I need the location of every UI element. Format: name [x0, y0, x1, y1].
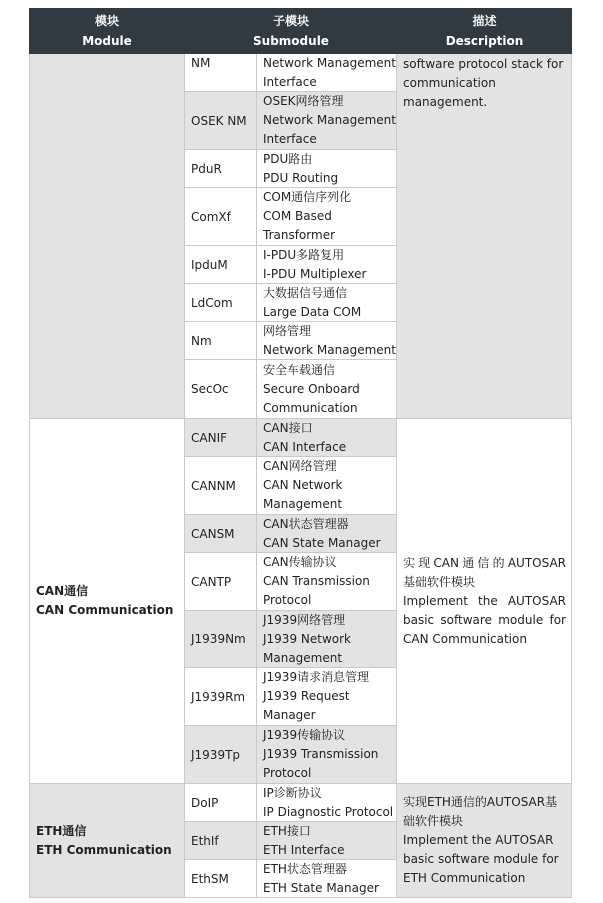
name-line: Manager — [263, 708, 316, 722]
submodule-code: J1939Nm — [185, 611, 257, 668]
name-line: ETH Interface — [263, 842, 345, 857]
name-line: 大数据信号通信 — [263, 285, 348, 300]
name-line: Interface — [263, 74, 317, 89]
desc-line: ETH Communication — [403, 871, 526, 885]
name-line: CAN接口 — [263, 420, 313, 435]
name-line: CAN Interface — [263, 439, 347, 454]
header-desc-zh: 描述 — [472, 14, 497, 28]
submodule-name — [257, 553, 397, 611]
desc-line: basic software module for — [403, 852, 559, 866]
name-line: Large Data COM — [263, 304, 362, 319]
name-line: IP Diagnostic Protocol — [263, 804, 394, 819]
submodule-code: J1939Rm — [185, 668, 257, 726]
desc-line: 实现CAN通信的AUTOSAR — [403, 555, 566, 570]
submodule-code: EthSM — [185, 860, 257, 898]
header-submodule-zh: 子模块 — [272, 14, 309, 28]
name-line: Interface — [263, 132, 317, 146]
desc-line: management. — [403, 95, 488, 109]
name-line: COM通信序列化 — [263, 190, 352, 204]
name-line: OSEK网络管理 — [263, 94, 344, 108]
name-line: 网络管理 — [263, 323, 312, 338]
submodule-name — [257, 284, 397, 322]
submodule-name — [257, 360, 397, 419]
header-submodule-en: Submodule — [253, 34, 329, 48]
desc-line: Implement the AUTOSAR — [403, 593, 566, 608]
name-line: Protocol — [263, 766, 312, 780]
name-line: CAN Network — [263, 478, 343, 492]
desc-line: Implement the AUTOSAR — [403, 833, 554, 847]
name-line: CAN State Manager — [263, 535, 381, 550]
submodule-code: CANTP — [185, 553, 257, 611]
submodule-name — [257, 668, 397, 726]
name-line: J1939网络管理 — [263, 612, 346, 627]
name-line: ETH State Manager — [263, 880, 379, 895]
desc-line: CAN Communication — [403, 631, 527, 646]
submodule-code: IpduM — [185, 246, 257, 284]
name-line: Secure Onboard — [263, 381, 360, 396]
header-module-zh: 模块 — [94, 14, 119, 28]
desc-cell-com — [397, 54, 572, 419]
submodule-name — [257, 419, 397, 457]
submodule-name — [257, 246, 397, 284]
module-cell-eth — [29, 784, 185, 898]
submodule-name — [257, 784, 397, 822]
header-module — [29, 8, 185, 54]
desc-line: basic software module for — [403, 612, 566, 627]
submodule-code: CANSM — [185, 515, 257, 553]
submodule-code: CANNM — [185, 457, 257, 515]
submodule-code: J1939Tp — [185, 726, 257, 784]
name-line: CAN传输协议 — [263, 555, 337, 569]
name-line: COM Based — [263, 209, 332, 223]
name-line: I-PDU多路复用 — [263, 247, 345, 262]
submodule-code: LdCom — [185, 284, 257, 322]
submodule-name — [257, 860, 397, 898]
submodule-name — [257, 726, 397, 784]
submodule-name — [257, 611, 397, 668]
name-line: PDU路由 — [263, 151, 313, 166]
name-line: J1939 Network — [263, 631, 351, 646]
module-name-en: ETH Communication — [36, 842, 172, 857]
name-line: ETH状态管理器 — [263, 861, 347, 876]
submodule-name — [257, 150, 397, 188]
submodule-name — [257, 54, 397, 92]
submodule-name — [257, 322, 397, 360]
module-name-en: CAN Communication — [36, 603, 174, 617]
desc-line: 实现ETH通信的AUTOSAR基 — [403, 795, 558, 809]
desc-cell-can — [397, 419, 572, 784]
submodule-code: PduR — [185, 150, 257, 188]
name-line: PDU Routing — [263, 170, 339, 185]
module-cell-com — [29, 54, 185, 419]
submodule-code: CANIF — [185, 419, 257, 457]
name-line: Network Management — [263, 342, 396, 357]
desc-cell-eth — [397, 784, 572, 898]
name-line: CAN状态管理器 — [263, 516, 349, 531]
submodule-code: SecOc — [185, 360, 257, 419]
name-line: ETH接口 — [263, 823, 311, 838]
submodule-code: OSEK NM — [185, 92, 257, 150]
name-line: CAN Transmission — [263, 574, 370, 588]
desc-line: 础软件模块 — [403, 814, 464, 828]
desc-line: 基础软件模块 — [403, 574, 476, 589]
submodule-code: EthIf — [185, 822, 257, 860]
module-cell-can — [29, 419, 185, 784]
name-line: Protocol — [263, 593, 312, 607]
name-line: J1939请求消息管理 — [263, 670, 370, 684]
header-module-en: Module — [82, 34, 132, 48]
submodule-name — [257, 515, 397, 553]
submodule-name — [257, 822, 397, 860]
desc-line: communication — [403, 76, 496, 90]
submodule-name — [257, 188, 397, 246]
submodule-name — [257, 457, 397, 515]
submodule-name — [257, 92, 397, 150]
name-line: CAN网络管理 — [263, 459, 337, 473]
submodule-code: Nm — [185, 322, 257, 360]
name-line: Communication — [263, 400, 358, 415]
header-desc-en: Description — [445, 34, 524, 48]
name-line: IP诊断协议 — [263, 785, 322, 800]
submodule-code: ComXf — [185, 188, 257, 246]
name-line: Management — [263, 650, 343, 665]
header-submodule — [185, 8, 397, 54]
name-line: 安全车载通信 — [263, 362, 336, 377]
module-name-zh: CAN通信 — [36, 584, 89, 598]
desc-line: software protocol stack for — [403, 57, 564, 71]
name-line: Transformer — [263, 228, 336, 242]
submodule-code: DoIP — [185, 784, 257, 822]
name-line: Network Management — [263, 113, 396, 127]
name-line: J1939传输协议 — [263, 728, 346, 742]
header-description — [397, 8, 572, 54]
name-line: J1939 Transmission — [263, 747, 379, 761]
module-name-zh: ETH通信 — [36, 823, 87, 838]
name-line: I-PDU Multiplexer — [263, 266, 367, 281]
name-line: Management — [263, 497, 343, 511]
name-line: Network Management — [263, 55, 396, 70]
name-line: J1939 Request — [263, 689, 350, 703]
submodule-code: NM — [185, 54, 257, 92]
